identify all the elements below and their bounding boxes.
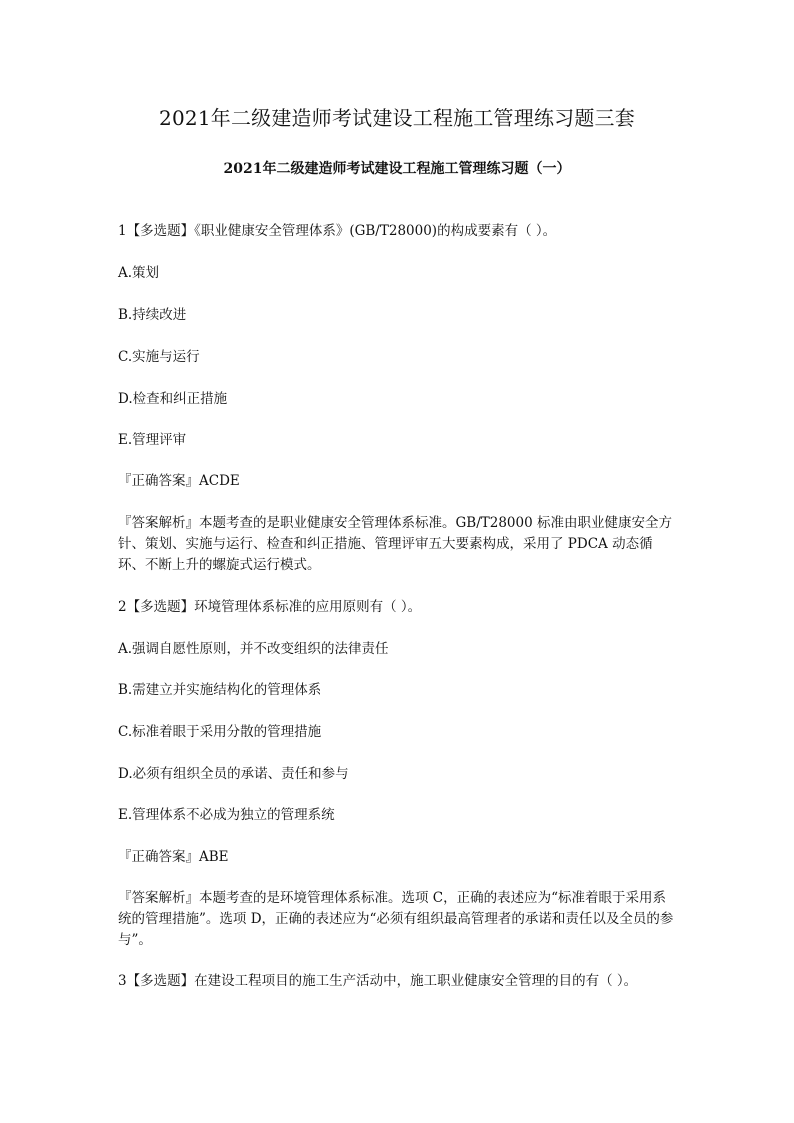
question-2-option-b: B.需建立并实施结构化的管理体系 xyxy=(118,682,322,698)
question-1-stem: 1【多选题】《职业健康安全管理体系》(GB/T28000)的构成要素有（ ）。 xyxy=(118,223,557,239)
question-2-stem: 2【多选题】环境管理体系标准的应用原则有（ ）。 xyxy=(118,599,422,615)
document-title: 2021年二级建造师考试建设工程施工管理练习题三套 xyxy=(159,106,635,130)
question-1-option-c: C.实施与运行 xyxy=(118,349,200,365)
question-2-option-c: C.标准着眼于采用分散的管理措施 xyxy=(118,724,322,740)
question-2-option-d: D.必须有组织全员的承诺、责任和参与 xyxy=(118,766,349,782)
question-1-option-e: E.管理评审 xyxy=(118,432,187,448)
question-1-option-a: A.策划 xyxy=(118,265,160,281)
question-2-analysis: 『答案解析』本题考查的是环境管理体系标准。选项 C，正确的表述应为“标准着眼于采用系统的管理措施”。选项 D，正确的表述应为“必须有组织最高管理者的承诺和责任以及全员的参与”。 xyxy=(118,890,674,948)
question-2-option-a: A.强调自愿性原则，并不改变组织的法律责任 xyxy=(118,641,389,657)
question-2-answer: 『正确答案』ABE xyxy=(118,849,229,865)
section-title: 2021年二级建造师考试建设工程施工管理练习题（一） xyxy=(223,161,571,177)
question-2-option-e: E.管理体系不必成为独立的管理系统 xyxy=(118,807,335,823)
question-1-answer: 『正确答案』ACDE xyxy=(118,473,240,489)
question-1-option-d: D.检查和纠正措施 xyxy=(118,391,228,407)
question-1-option-b: B.持续改进 xyxy=(118,307,187,323)
question-3-stem: 3【多选题】在建设工程项目的施工生产活动中，施工职业健康安全管理的目的有（ ）。 xyxy=(118,973,638,989)
question-1-analysis: 『答案解析』本题考查的是职业健康安全管理体系标准。GB/T28000 标准由职业健康安全方针、策划、实施与运行、检查和纠正措施、管理评审五大要素构成，采用了 PDCA 动态循环、不断上升的螺旋式运行模式。 xyxy=(118,515,672,573)
